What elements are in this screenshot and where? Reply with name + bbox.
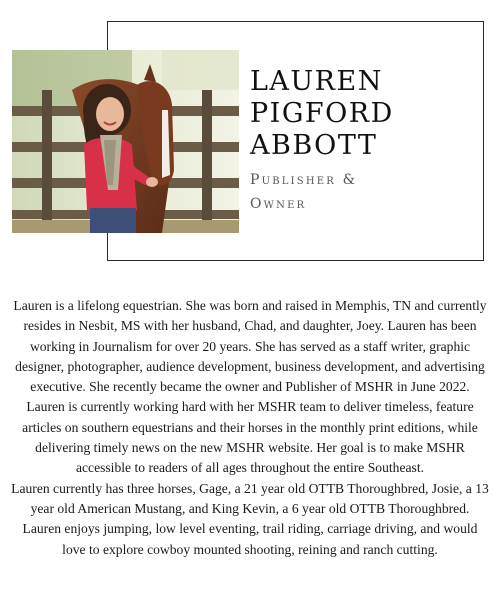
role-line-1: Publisher &: [250, 172, 358, 188]
person-name: [250, 66, 394, 162]
bio-paragraph-3: Lauren currently has three horses, Gage, a 21 year old OTTB Thoroughbred, Josie, a 13 year old American Mustang, and King Kevin, a 6 year old OTTB Thoroughbred. Lauren enjoys jumping, low level eventing, trail riding, carriage driving, and would love to explore cowboy mounted shooting, reining and ranch cutting.: [11, 480, 489, 557]
name-line-first: LAUREN: [250, 66, 383, 97]
bio-paragraph-2: Lauren is currently working hard with her MSHR team to deliver timeless, feature articles on southern equestrians and their horses in the monthly print editions, while delivering timely news on the new MSHR website. Her goal is to make MSHR accessible to readers of all ages throughout the entire Southeast.: [22, 399, 478, 476]
role-line-2: Owner: [250, 196, 307, 212]
name-line-last: ABBOTT: [250, 130, 378, 161]
profile-photo: [12, 50, 239, 233]
bio-paragraph-1: Lauren is a lifelong equestrian. She was born and raised in Memphis, TN and currently resides in Nesbit, MS with her husband, Chad, and daughter, Joey. Lauren has been working in Journalism for over 20 years. She has served as a staff writer, graphic designer, photographer, audience development, business development, and advertising executive. She recently became the owner and Publisher of MSHR in June 2022.: [13, 298, 487, 395]
biography: [10, 296, 490, 560]
person-role: [250, 168, 357, 216]
name-line-middle: PIGFORD: [250, 98, 394, 129]
